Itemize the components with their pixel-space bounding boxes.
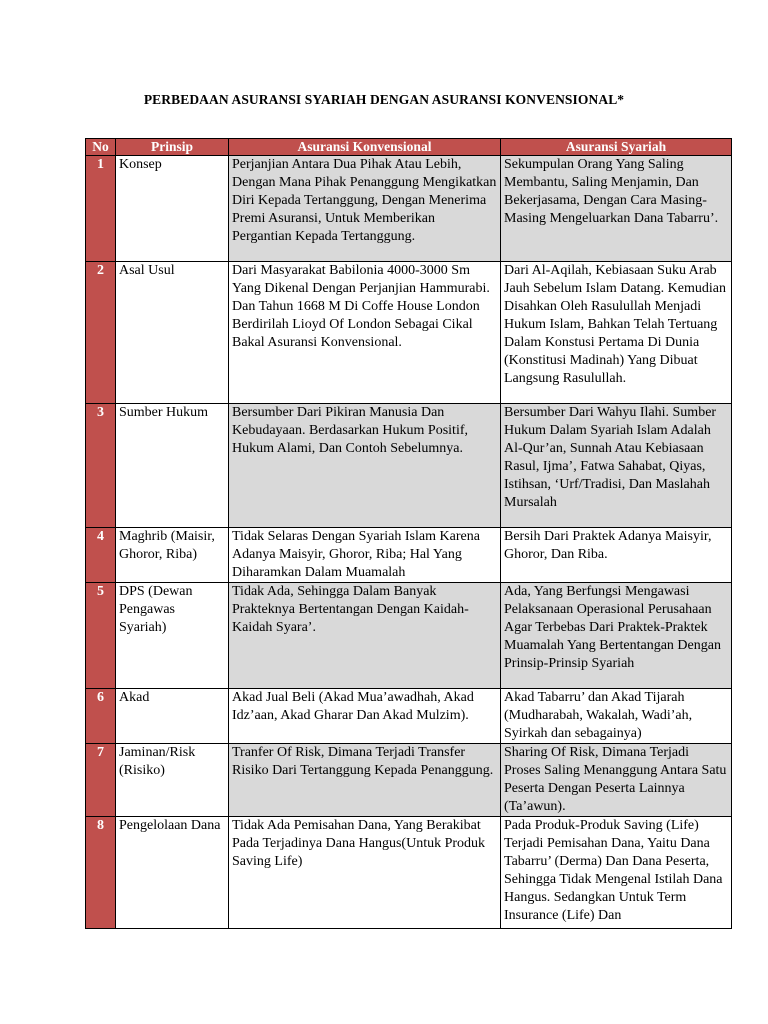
row-number: 4 [86,528,116,583]
row-number: 7 [86,744,116,817]
row-syariah: Bersih Dari Praktek Adanya Maisyir, Ghoror, Dan Riba. [501,528,732,583]
row-konvensional: Dari Masyarakat Babilonia 4000-3000 Sm Yang Dikenal Dengan Perjanjian Hammurabi. Dan Tahun 1668 M Di Coffe House London Berdirilah Lioyd Of London Sebagai Cikal Bakal Asuransi Konvensional. [229,262,501,404]
row-syariah: Akad Tabarru’ dan Akad Tijarah (Mudharabah, Wakalah, Wadi’ah, Syirkah dan sebagainya) [501,689,732,744]
row-number: 1 [86,156,116,262]
row-number: 5 [86,583,116,689]
row-prinsip: Jaminan/Risk (Risiko) [116,744,229,817]
row-prinsip: Asal Usul [116,262,229,404]
row-syariah [501,817,732,929]
row-syariah: Sekumpulan Orang Yang Saling Membantu, Saling Menjamin, Dan Bekerjasama, Dengan Cara Masing-Masing Mengeluarkan Dana Tabarru’. [501,156,732,262]
row-konvensional: Perjanjian Antara Dua Pihak Atau Lebih, Dengan Mana Pihak Penanggung Mengikatkan Diri Kepada Tertanggung, Dengan Menerima Premi Asuransi, Untuk Memberikan Pergantian Kepada Tertanggung. [229,156,501,262]
table-row [86,817,732,929]
row-prinsip: Maghrib (Maisir, Ghoror, Riba) [116,528,229,583]
table-row [86,689,732,744]
row-konvensional: Bersumber Dari Pikiran Manusia Dan Kebudayaan. Berdasarkan Hukum Positif, Hukum Alami, Dan Contoh Sebelumnya. [229,404,501,528]
row-konvensional: Akad Jual Beli (Akad Mua’awadhah, Akad Idz’aan, Akad Gharar Dan Akad Mulzim). [229,689,501,744]
row-prinsip: Akad [116,689,229,744]
row-konvensional: Tidak Ada Pemisahan Dana, Yang Berakibat Pada Terjadinya Dana Hangus(Untuk Produk Saving Life) [229,817,501,929]
header-prinsip: Prinsip [116,139,229,156]
table-row [86,528,732,583]
row-number: 3 [86,404,116,528]
row-prinsip: Konsep [116,156,229,262]
row-konvensional: Tidak Selaras Dengan Syariah Islam Karena Adanya Maisyir, Ghoror, Riba; Hal Yang Diharamkan Dalam Muamalah [229,528,501,583]
row-prinsip: Pengelolaan Dana [116,817,229,929]
row-konvensional: Tidak Ada, Sehingga Dalam Banyak Prakteknya Bertentangan Dengan Kaidah-Kaidah Syara’. [229,583,501,689]
row-prinsip: DPS (Dewan Pengawas Syariah) [116,583,229,689]
row-konvensional: Tranfer Of Risk, Dimana Terjadi Transfer Risiko Dari Tertanggung Kepada Penanggung. [229,744,501,817]
row-syariah-text: Pada Produk-Produk Saving (Life) Terjadi Pemisahan Dana, Yaitu Dana Tabarru’ (Derma) Dan Dana Peserta, Sehingga Tidak Mengenal Istilah Dana Hangus. Sedangkan Untuk Term Insurance (Life) Dan [504,818,723,923]
table-row [86,262,732,404]
comparison-table [85,138,732,929]
header-no: No [86,139,116,156]
row-prinsip: Sumber Hukum [116,404,229,528]
table-row [86,583,732,689]
document-title: PERBEDAAN ASURANSI SYARIAH DENGAN ASURANSI KONVENSIONAL* [143,92,625,107]
row-syariah: Sharing Of Risk, Dimana Terjadi Proses Saling Menanggung Antara Satu Peserta Dengan Peserta Lainnya (Ta’awun). [501,744,732,817]
row-number: 2 [86,262,116,404]
table-header-row [86,139,732,156]
table-row [86,744,732,817]
table-row [86,404,732,528]
header-konvensional: Asuransi Konvensional [229,139,501,156]
row-syariah: Ada, Yang Berfungsi Mengawasi Pelaksanaan Operasional Perusahaan Agar Terbebas Dari Praktek-Praktek Muamalah Yang Bertentangan Dengan Prinsip-Prinsip Syariah [501,583,732,689]
row-syariah: Bersumber Dari Wahyu Ilahi. Sumber Hukum Dalam Syariah Islam Adalah Al-Qur’an, Sunnah Atau Kebiasaan Rasul, Ijma’, Fatwa Sahabat, Qiyas, Istihsan, ‘Urf/Tradisi, Dan Maslahah Mursalah [501,404,732,528]
row-number: 8 [86,817,116,929]
row-number: 6 [86,689,116,744]
row-syariah: Dari Al-Aqilah, Kebiasaan Suku Arab Jauh Sebelum Islam Datang. Kemudian Disahkan Oleh Rasulullah Menjadi Hukum Islam, Bahkan Telah Tertuang Dalam Konstusi Pertama Di Dunia (Konstitusi Madinah) Yang Dibuat Langsung Rasulullah. [501,262,732,404]
header-syariah: Asuransi Syariah [501,139,732,156]
table-row [86,156,732,262]
